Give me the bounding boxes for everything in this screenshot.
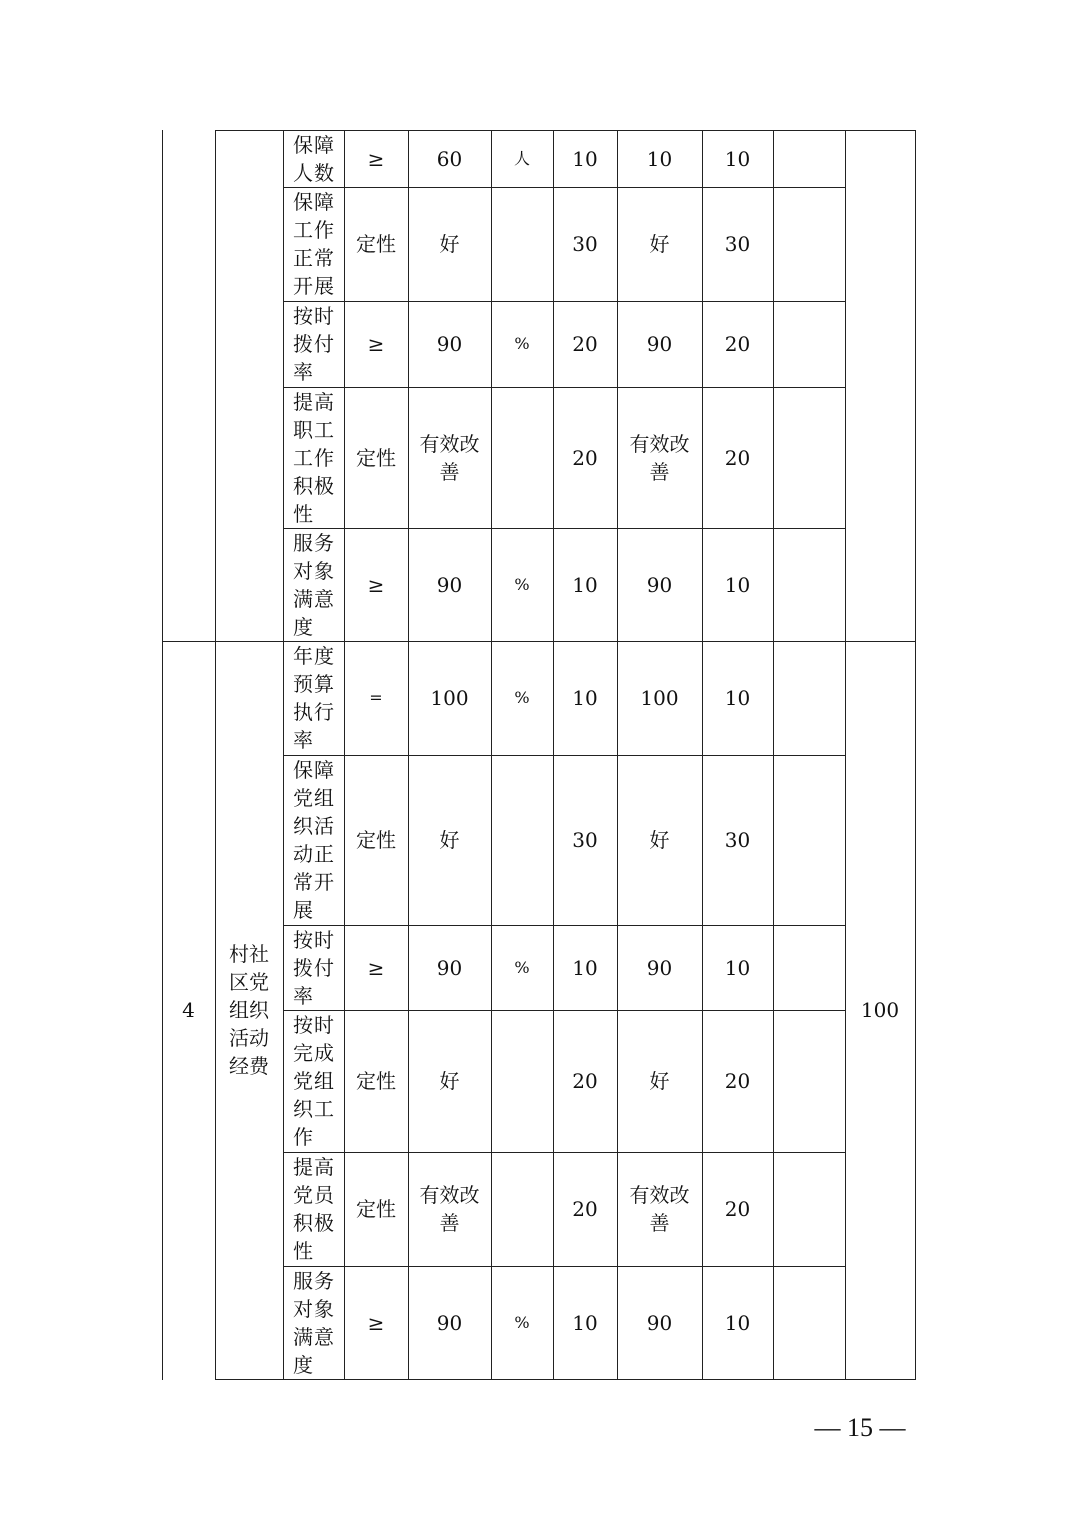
table-cell-remark [773,528,845,641]
table-cell-unit [491,1152,553,1266]
table-cell-operator: 定性 [356,445,396,470]
table-cell-target: 90 [436,955,463,980]
table-rule [915,130,916,1380]
table-cell-actual: 10 [646,146,673,171]
table-cell-actual: 90 [646,1310,673,1335]
table-cell-unit [491,1010,553,1152]
table-cell-indicator: 年度 预算 执行 率 [293,644,335,752]
table-cell-actual: 90 [646,332,673,356]
table-cell-actual: 有效改 善 [629,431,690,484]
table-cell-weight: 20 [572,1197,598,1221]
table-cell-weight: 30 [572,828,598,852]
table-cell-target: 有效改 善 [419,431,480,484]
table-cell-weight: 10 [572,955,598,980]
table-cell-score: 20 [724,445,751,470]
table-cell-indicator: 提高 党员 积极 性 [293,1155,335,1263]
table-cell-remark [773,301,845,387]
table-cell-target: 好 [439,232,460,256]
table-cell-score: 10 [724,1310,751,1335]
table-cell-indicator: 提高 职工 工作 积极 性 [293,389,335,526]
table-cell-remark [773,1010,845,1152]
table-cell-unit: 人 [513,148,530,168]
table-cell-weight: 20 [572,445,598,470]
table-cell-target: 90 [436,332,463,356]
table-cell-weight: 10 [572,686,598,710]
table-cell-score: 10 [724,146,751,171]
table-cell-unit: % [514,1312,530,1332]
table-cell-target: 90 [436,572,463,597]
table-cell-unit [491,755,553,925]
table-cell-score: 10 [724,572,751,597]
table-cell-weight: 10 [572,572,598,597]
table-cell-score: 30 [724,232,751,256]
table-cell-target: 60 [436,146,463,171]
table-cell-score: 20 [724,332,751,356]
table-cell-target: 好 [439,828,460,852]
table-cell-remark [773,187,845,301]
table-cell-score: 10 [724,686,751,710]
table-cell-actual: 100 [640,686,679,710]
table-cell-weight: 20 [572,332,598,356]
table-cell-indicator: 保障 工作 正常 开展 [293,190,335,298]
table-cell-remark [773,925,845,1010]
table-cell-operator: 定性 [356,1197,396,1221]
table-cell-weight: 10 [572,1310,598,1335]
table-cell-indicator: 按时 完成 党组 织工 作 [293,1013,335,1149]
table-cell-indicator: 服务 对象 满意 度 [293,530,335,639]
table-cell-operator: 定性 [356,1069,396,1093]
table-cell-target: 有效改 善 [419,1183,480,1235]
table-cell-unit: % [514,334,530,353]
table-cell-score: 20 [724,1069,751,1093]
row-number: 4 [182,998,195,1022]
table-cell-actual: 有效改 善 [629,1183,690,1235]
table-cell-unit [491,187,553,301]
table-cell-unit [491,387,553,528]
table-cell-remark [773,641,845,755]
table-cell-score: 20 [724,1197,751,1221]
table-cell-remark [773,1152,845,1266]
table-cell-operator: = [369,688,383,707]
table-cell-weight: 30 [572,232,598,256]
table-cell-actual: 90 [646,572,673,597]
table-cell-indicator: 服务 对象 满意 度 [293,1268,335,1377]
table-cell-target: 90 [436,1310,463,1335]
table-cell-weight: 20 [572,1069,598,1093]
total-score: 100 [860,998,900,1022]
table-cell-operator: ≥ [367,955,385,980]
table-cell-actual: 好 [649,828,670,852]
table-cell-indicator: 按时 拨付 率 [293,304,335,384]
page-number: — 15 — [814,1413,906,1442]
table-cell-score: 30 [724,828,751,852]
table-cell-remark [773,130,845,187]
table-cell-remark [773,387,845,528]
table-cell-target: 好 [439,1069,460,1093]
table-cell-weight: 10 [572,146,598,171]
table-cell-target: 100 [430,686,469,710]
table-cell-indicator: 保障 党组 织活 动正 常开 展 [293,758,335,922]
table-cell-operator: ≥ [367,146,385,171]
table-cell-actual: 好 [649,1069,670,1093]
table-cell-actual: 好 [649,232,670,256]
table-cell-remark [773,755,845,925]
table-cell-remark [773,1266,845,1379]
table-cell-unit: % [514,688,530,707]
table-cell-unit: % [514,957,530,977]
table-cell-unit: % [514,574,530,594]
table-cell-score: 10 [724,955,751,980]
table-rule [215,1379,916,1380]
table-cell-indicator: 保障 人数 [293,132,335,185]
table-cell-operator: 定性 [356,828,396,852]
table-cell-operator: ≥ [367,1310,385,1335]
table-cell-actual: 90 [646,955,673,980]
table-cell-operator: ≥ [367,332,385,356]
project-name: 村社 区党 组织 活动 经费 [229,942,269,1078]
table-cell-indicator: 按时 拨付 率 [293,927,335,1008]
table-cell-operator: 定性 [356,232,396,256]
table-cell-operator: ≥ [367,572,385,597]
